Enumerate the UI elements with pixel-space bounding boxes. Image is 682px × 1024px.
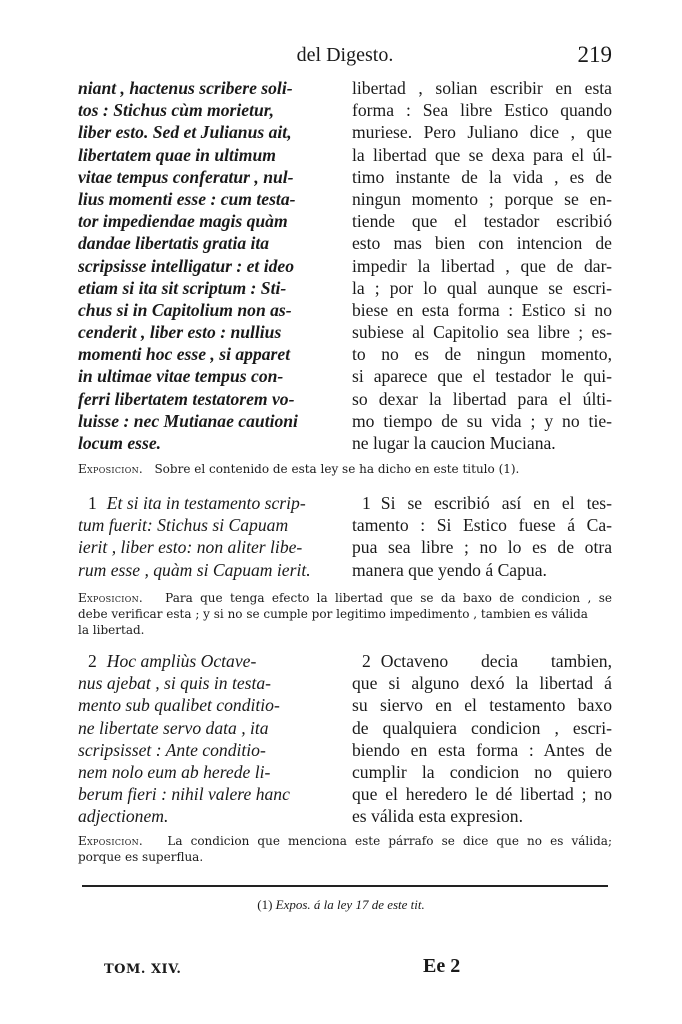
spanish-line <box>352 514 612 536</box>
exposicion-1 <box>78 590 612 638</box>
latin-line <box>78 514 340 536</box>
spanish-line <box>352 255 612 277</box>
latin-line <box>78 672 340 694</box>
spanish-text: Si se escribió así en el tes- <box>380 493 612 513</box>
spanish-line <box>352 672 612 694</box>
latin-text: adjectionem. <box>78 806 169 827</box>
spanish-text: de qualquiera condicion , escri- <box>352 717 612 738</box>
latin-text: liber esto. Sed et Julianus ait, <box>78 122 292 143</box>
spanish-line <box>352 388 612 410</box>
latin-text: locum esse. <box>78 433 162 453</box>
latin-line <box>78 232 340 254</box>
exposicion-text: Sobre el contenido de esta ley se ha dicho en este titulo (1). <box>154 462 520 476</box>
latin-column <box>78 492 340 581</box>
spanish-text: Octaveno decia tambien, <box>380 651 612 671</box>
latin-line <box>78 559 340 581</box>
latin-text: nus ajebat , si quis in testa- <box>78 673 272 694</box>
latin-line <box>78 99 340 121</box>
spanish-line <box>352 321 612 343</box>
latin-text: etiam si ita sit scriptum : Sti- <box>78 277 287 298</box>
latin-text: tos : Stichus cùm morietur, <box>78 100 275 121</box>
latin-line <box>78 210 340 232</box>
latin-text: vitae tempus conferatur , nul- <box>78 166 294 187</box>
latin-text: Hoc ampliùs Octave- <box>106 651 257 671</box>
spanish-line <box>352 99 612 121</box>
latin-line <box>78 255 340 277</box>
latin-text: scripsisse intelligatur : et ideo <box>78 255 295 276</box>
latin-text: ferri libertatem testatorem vo- <box>78 388 295 409</box>
latin-line <box>78 343 340 365</box>
spanish-text: ningun momento ; porque se en- <box>352 188 612 209</box>
latin-line <box>78 388 340 410</box>
spanish-text: forma : Sea libre Estico quando <box>352 100 612 121</box>
exposicion-principium <box>78 461 612 477</box>
spanish-line <box>352 559 612 581</box>
spanish-column <box>352 650 612 828</box>
exposicion-text-line-2: porque es superflua. <box>78 850 204 864</box>
spanish-text: muriese. Pero Juliano dice , que <box>352 122 612 143</box>
spanish-line <box>352 210 612 232</box>
paragraph-number: 1 <box>362 493 371 513</box>
latin-line <box>78 277 340 299</box>
spanish-text: la ; por lo qual aunque se escri- <box>352 277 612 298</box>
spanish-line <box>352 739 612 761</box>
latin-line <box>78 321 340 343</box>
spanish-text: pua sea libre ; no lo es de otra <box>352 537 612 558</box>
spanish-text: to no es de ningun momento, <box>352 344 612 365</box>
spanish-line <box>352 536 612 558</box>
paragraph-number: 1 <box>88 493 97 513</box>
spanish-line <box>352 783 612 805</box>
spanish-text: tiende que el testador escribió <box>352 211 612 232</box>
exposicion-2 <box>78 833 612 865</box>
exposicion-label: Exposicion. <box>78 591 143 605</box>
signature-mark: Ee 2 <box>423 955 461 977</box>
volume-mark: TOM. XIV. <box>104 962 182 977</box>
spanish-line <box>352 410 612 432</box>
exposicion-text-line-1: Para que tenga efecto la libertad que se da baxo de condicion , se <box>165 591 612 605</box>
spanish-line <box>352 144 612 166</box>
latin-text: lius momenti esse : cum testa- <box>78 188 296 209</box>
latin-line <box>78 536 340 558</box>
latin-line <box>78 783 340 805</box>
spanish-line <box>352 694 612 716</box>
exposicion-text-line-2: debe verificar esta ; y si no se cumple por legitimo impedimento , tambien es válida <box>78 607 588 621</box>
spanish-line <box>352 121 612 143</box>
latin-text: Et si ita in testamento scrip- <box>106 493 306 513</box>
latin-line <box>78 432 340 454</box>
latin-text: mento sub qualibet conditio- <box>78 695 280 716</box>
spanish-text: subiese al Capitolio sea libre ; es- <box>352 322 612 343</box>
paragraph-number: 2 <box>362 651 371 671</box>
section-1 <box>78 492 612 582</box>
spanish-line <box>352 650 612 672</box>
spanish-text: so dexar la libertad para el últi- <box>352 388 612 409</box>
spanish-line <box>352 365 612 387</box>
exposicion-label: Exposicion. <box>78 462 143 476</box>
spanish-column <box>352 492 612 581</box>
spanish-text: libertad , solian escribir en esta <box>352 78 612 98</box>
latin-line <box>78 299 340 321</box>
latin-text: libertatem quae in ultimum <box>78 144 276 165</box>
latin-line <box>78 650 340 672</box>
latin-line <box>78 121 340 143</box>
latin-text: in ultimae vitae tempus con- <box>78 366 284 387</box>
spanish-column <box>352 77 612 454</box>
spanish-text: la libertad que se dexa para el úl- <box>352 144 612 165</box>
latin-text: rum esse , quàm si Capuam ierit. <box>78 559 311 580</box>
latin-line <box>78 410 340 432</box>
spanish-text: timo instante de la vida , es de <box>352 166 612 187</box>
spanish-text: impedir la libertad , que de dar- <box>352 255 612 276</box>
spanish-text: esto mas bien con intencion de <box>352 233 612 254</box>
spanish-text: biese en esta forma : Estico si no <box>352 299 612 320</box>
paragraph-number: 2 <box>88 651 97 671</box>
latin-text: chus si in Capitolium non as- <box>78 299 292 320</box>
spanish-line <box>352 166 612 188</box>
spanish-text: mo tiempo de su vida ; y no tie- <box>352 410 612 431</box>
latin-text: luisse : nec Mutianae cautioni <box>78 410 298 431</box>
latin-line <box>78 739 340 761</box>
spanish-text: su siervo en el testamento baxo <box>352 695 612 716</box>
latin-text: tor impediendae magis quàm <box>78 211 288 232</box>
latin-text: scripsisset : Ante conditio- <box>78 739 266 760</box>
latin-text: dandae libertatis gratia ita <box>78 233 270 254</box>
latin-text: berum fieri : nihil valere hanc <box>78 784 290 805</box>
latin-line <box>78 717 340 739</box>
latin-column <box>78 77 340 454</box>
spanish-text: que el heredero le dé libertad ; no <box>352 784 612 805</box>
spanish-line <box>352 188 612 210</box>
spanish-line <box>352 277 612 299</box>
section-principium <box>78 77 612 455</box>
latin-column <box>78 650 340 828</box>
latin-text: ierit , liber esto: non aliter libe- <box>78 537 303 558</box>
latin-line <box>78 492 340 514</box>
spanish-line <box>352 761 612 783</box>
spanish-line <box>352 77 612 99</box>
spanish-line <box>352 432 612 454</box>
latin-line <box>78 77 340 99</box>
latin-text: nem nolo eum ab herede li- <box>78 761 271 782</box>
spanish-line <box>352 343 612 365</box>
spanish-text: cumplir la condicion no quiero <box>352 761 612 782</box>
running-head <box>78 44 612 74</box>
footnote <box>0 897 682 913</box>
footnote-text: Expos. á la ley 17 de este tit. <box>275 897 425 912</box>
latin-text: ne libertate servo data , ita <box>78 717 269 738</box>
exposicion-text-line-3: la libertad. <box>78 623 145 637</box>
spanish-text: que si alguno dexó la libertad á <box>352 673 612 694</box>
exposicion-text-line-1: La condicion que menciona este párrafo se dice que no es válida; <box>167 834 612 848</box>
latin-text: momenti hoc esse , si apparet <box>78 344 291 365</box>
exposicion-label: Exposicion. <box>78 834 143 848</box>
latin-line <box>78 144 340 166</box>
latin-text: cenderit , liber esto : nullius <box>78 322 282 343</box>
latin-line <box>78 761 340 783</box>
page-number: 219 <box>577 42 612 67</box>
footnote-rule <box>82 885 608 887</box>
latin-text: tum fuerit: Stichus si Capuam <box>78 515 289 536</box>
spanish-line <box>352 232 612 254</box>
spanish-text: manera que yendo á Capua. <box>352 559 547 580</box>
spanish-text: si aparece que el testador le qui- <box>352 366 612 387</box>
spanish-text: tamento : Si Estico fuese á Ca- <box>352 515 612 536</box>
running-title: del Digesto. <box>296 44 394 66</box>
spanish-line <box>352 805 612 827</box>
footnote-marker: (1) <box>257 897 273 912</box>
latin-line <box>78 365 340 387</box>
latin-line <box>78 188 340 210</box>
spanish-line <box>352 299 612 321</box>
spanish-text: biendo en esta forma : Antes de <box>352 739 612 760</box>
latin-line <box>78 166 340 188</box>
latin-line <box>78 805 340 827</box>
latin-text: niant , hactenus scribere soli- <box>78 78 293 98</box>
section-2 <box>78 650 612 830</box>
spanish-line <box>352 717 612 739</box>
spanish-text: ne lugar la caucion Muciana. <box>352 433 556 453</box>
latin-line <box>78 694 340 716</box>
spanish-text: es válida esta expresion. <box>352 806 523 827</box>
spanish-line <box>352 492 612 514</box>
